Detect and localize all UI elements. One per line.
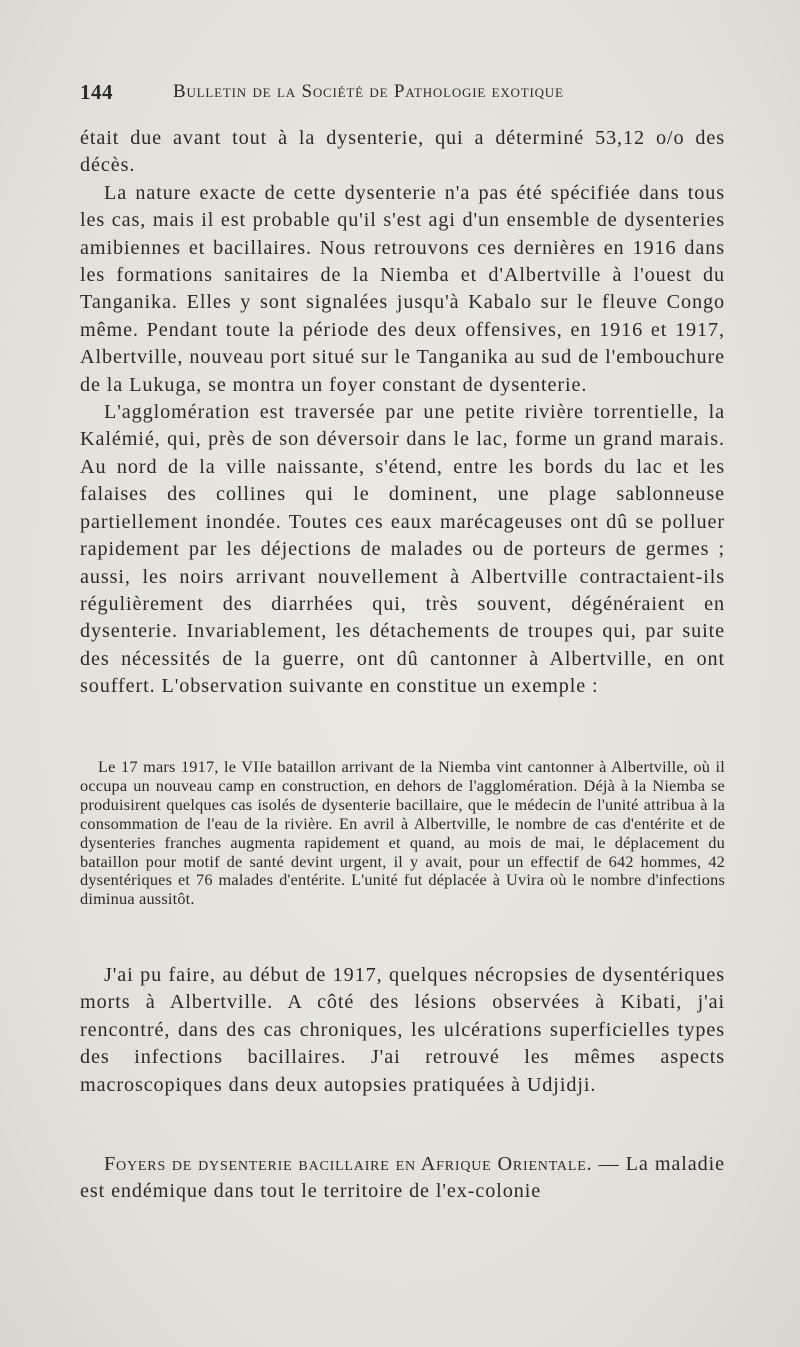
running-title: Bulletin de la Société de Pathologie exotique: [173, 81, 564, 102]
paragraph-dysentery-nature: La nature exacte de cette dysenterie n'a pas été spécifiée dans tous les cas, mais il est probable qu'il s'est agi d'un ensemble de dysenteries amibiennes et bacillaires. Nous retrouvons ces dernières en 1916 dans les formations sanitaires de la Niemba et d'Albertville à l'ouest du Tanganika. Elles y sont signalées jusqu'à Kabalo sur le fleuve Congo même. Pendant toute la période des deux offensives, en 1916 et 1917, Albertville, nouveau port situé sur le Tanganika au sud de l'embouchure de la Lukuga, se montra un foyer constant de dysenterie.: [80, 181, 725, 396]
paragraph-agglomeration: L'agglomération est traversée par une petite rivière torrentielle, la Kalémié, qui, près de son déversoir dans le lac, forme un grand marais. Au nord de la ville naissante, s'étend, entre les bords du lac et les falaises des collines qui le dominent, une plage sablonneuse partiellement inondée. Toutes ces eaux marécageuses ont dû se polluer rapidement par les déjections de malades ou de porteurs de germes ; aussi, les noirs arrivant nouvellement à Albertville contractaient-ils régulièrement des diarrhées qui, très souvent, dégénéraient en dysenterie. Invariablement, les détachements de troupes qui, par suite des nécessités de la guerre, ont dû cantonner à Albertville, en ont souffert. L'observation suivante en constitue un exemple :: [80, 401, 725, 698]
page-header: [80, 80, 725, 110]
observation-note: Le 17 mars 1917, le VIIe bataillon arrivant de la Niemba vint cantonner à Albertville, où il occupa un nouveau camp en construction, en dehors de l'agglomération. Déjà à la Niemba se produisirent quelques cas isolés de dysenterie bacillaire, que le médecin de l'unité attribua à la consommation de l'eau de la rivière. En avril à Albertville, le nombre de cas d'entérite et de dysenteries franches augmenta rapidement et quand, au mois de mai, le déplacement du bataillon pour motif de santé devint urgent, il y avait, pour un effectif de 642 hommes, 42 dysentériques et 76 malades d'entérite. L'unité fut déplacée à Uvira où le nombre d'infections diminua aussitôt.: [80, 757, 725, 909]
main-text: [80, 125, 725, 701]
section-dash: —: [592, 1153, 626, 1175]
section-foyers: [80, 1151, 725, 1206]
page-number: 144: [80, 80, 113, 104]
section-text: La maladie est endémique dans tout le territoire de l'ex-colonie: [80, 1153, 726, 1203]
paragraph-autopsies: J'ai pu faire, au début de 1917, quelques nécropsies de dysentériques morts à Albertville. A côté des lésions observées à Kibati, j'ai rencontré, dans des cas chroniques, les ulcérations superficielles types des infections bacillaires. J'ai retrouvé les mêmes aspects macroscopiques dans deux autopsies pratiquées à Udjidji.: [80, 964, 725, 1096]
paragraph-continuation: était due avant tout à la dysenterie, qui a déterminé 53,12 o/o des décès.: [80, 127, 725, 177]
section-heading: Foyers de dysenterie bacillaire en Afrique Orientale.: [104, 1153, 593, 1175]
